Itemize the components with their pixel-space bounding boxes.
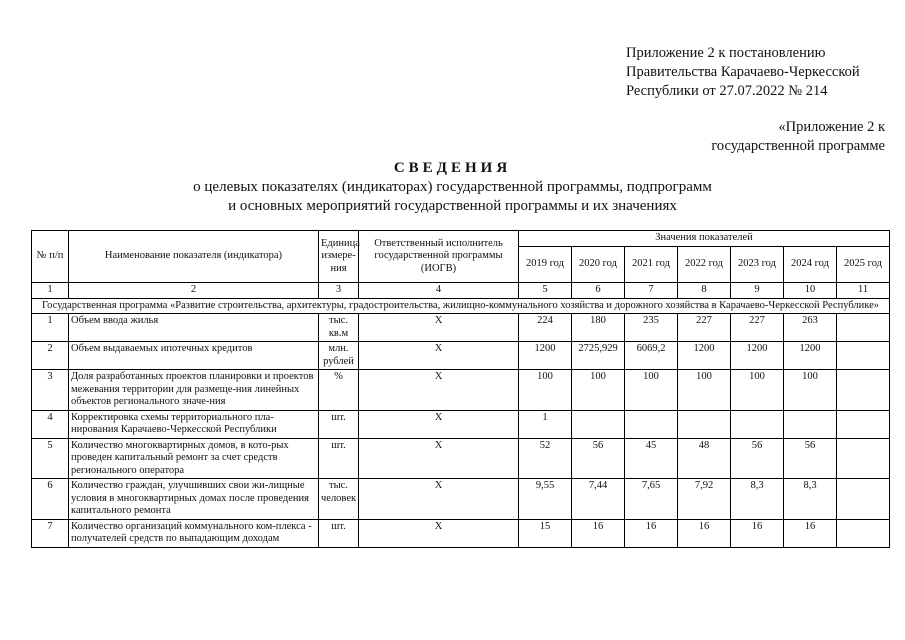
header-year: 2023 год — [731, 247, 784, 283]
appendix2-line: государственной программе — [711, 138, 885, 154]
year-value: 6069,2 — [625, 342, 678, 370]
executor: X — [359, 479, 519, 520]
year-value: 7,65 — [625, 479, 678, 520]
row-number: 6 — [32, 479, 69, 520]
header-unit: Единица измере-ния — [319, 231, 359, 283]
table-body — [32, 314, 890, 548]
year-value: 7,92 — [678, 479, 731, 520]
year-value — [572, 410, 625, 438]
year-value — [837, 410, 890, 438]
unit: тыс. кв.м — [319, 314, 359, 342]
unit: шт. — [319, 410, 359, 438]
column-number: 8 — [678, 283, 731, 299]
year-value: 16 — [731, 519, 784, 547]
column-number: 10 — [784, 283, 837, 299]
year-value: 100 — [678, 370, 731, 411]
column-number: 11 — [837, 283, 890, 299]
year-value: 100 — [784, 370, 837, 411]
year-value: 8,3 — [731, 479, 784, 520]
table-row — [32, 370, 890, 411]
year-value: 16 — [572, 519, 625, 547]
executor: X — [359, 410, 519, 438]
year-value — [784, 410, 837, 438]
indicator-name: Корректировка схемы территориального пла-нирования Карачаево-Черкесской Республики — [69, 410, 319, 438]
year-value — [731, 410, 784, 438]
column-number: 1 — [32, 283, 69, 299]
table-row — [32, 342, 890, 370]
year-value: 227 — [731, 314, 784, 342]
executor: X — [359, 438, 519, 479]
year-value: 56 — [731, 438, 784, 479]
executor: X — [359, 370, 519, 411]
header-year: 2022 год — [678, 247, 731, 283]
year-value: 1200 — [678, 342, 731, 370]
header-num: № п/п — [32, 231, 69, 283]
year-value: 48 — [678, 438, 731, 479]
subtitle-line: и основных мероприятий государственной программы и их значениях — [228, 198, 677, 214]
year-value: 1200 — [731, 342, 784, 370]
year-value — [837, 370, 890, 411]
row-number: 3 — [32, 370, 69, 411]
appendix-line: Республики от 27.07.2022 № 214 — [626, 83, 828, 99]
executor: X — [359, 342, 519, 370]
indicator-name: Доля разработанных проектов планировки и проектов межевания территории для размеще-ния линейных объектов регионального значе-ния — [69, 370, 319, 411]
indicator-name: Количество граждан, улучшивших свои жи-лищные условия в многоквартирных домах после проведения капитального ремонта — [69, 479, 319, 520]
executor: X — [359, 314, 519, 342]
year-value: 100 — [519, 370, 572, 411]
year-value: 16 — [625, 519, 678, 547]
year-value — [837, 314, 890, 342]
year-value — [837, 519, 890, 547]
column-number: 3 — [319, 283, 359, 299]
year-value — [837, 438, 890, 479]
document-subtitle — [0, 178, 905, 216]
year-value: 56 — [572, 438, 625, 479]
year-value: 9,55 — [519, 479, 572, 520]
year-value: 1200 — [519, 342, 572, 370]
appendix-reference — [626, 44, 860, 101]
year-value: 227 — [678, 314, 731, 342]
program-appendix-reference — [711, 118, 885, 156]
unit: млн. рублей — [319, 342, 359, 370]
header-year: 2025 год — [837, 247, 890, 283]
unit: шт. — [319, 438, 359, 479]
subtitle-line: о целевых показателях (индикаторах) государственной программы, подпрограмм — [193, 179, 712, 195]
year-value: 45 — [625, 438, 678, 479]
column-number: 7 — [625, 283, 678, 299]
appendix-line: Правительства Карачаево-Черкесской — [626, 64, 860, 80]
column-number: 9 — [731, 283, 784, 299]
unit: шт. — [319, 519, 359, 547]
header-year: 2024 год — [784, 247, 837, 283]
year-value — [678, 410, 731, 438]
executor: X — [359, 519, 519, 547]
table-row — [32, 314, 890, 342]
unit: % — [319, 370, 359, 411]
header-name: Наименование показателя (индикатора) — [69, 231, 319, 283]
table-row — [32, 519, 890, 547]
appendix-line: Приложение 2 к постановлению — [626, 45, 826, 61]
year-value: 263 — [784, 314, 837, 342]
year-value — [625, 410, 678, 438]
header-year: 2020 год — [572, 247, 625, 283]
indicator-name: Объем ввода жилья — [69, 314, 319, 342]
year-value — [837, 342, 890, 370]
year-value: 1 — [519, 410, 572, 438]
indicator-name: Объем выдаваемых ипотечных кредитов — [69, 342, 319, 370]
year-value: 100 — [625, 370, 678, 411]
indicators-table — [31, 230, 890, 548]
column-number-row — [32, 283, 890, 299]
column-number: 5 — [519, 283, 572, 299]
year-value: 235 — [625, 314, 678, 342]
year-value: 56 — [784, 438, 837, 479]
header-executor: Ответственный исполнитель государственной программы (ИОГВ) — [359, 231, 519, 283]
year-value: 52 — [519, 438, 572, 479]
column-number: 2 — [69, 283, 319, 299]
section-row — [32, 298, 890, 314]
year-value: 180 — [572, 314, 625, 342]
year-value: 8,3 — [784, 479, 837, 520]
row-number: 7 — [32, 519, 69, 547]
year-value: 100 — [572, 370, 625, 411]
column-number: 6 — [572, 283, 625, 299]
indicator-name: Количество организаций коммунального ком-плекса - получателей средств по выпадающим доходам — [69, 519, 319, 547]
header-year: 2021 год — [625, 247, 678, 283]
year-value: 1200 — [784, 342, 837, 370]
appendix2-line: «Приложение 2 к — [778, 119, 885, 135]
year-value: 16 — [784, 519, 837, 547]
year-value: 16 — [678, 519, 731, 547]
year-value: 100 — [731, 370, 784, 411]
year-value: 7,44 — [572, 479, 625, 520]
year-value: 15 — [519, 519, 572, 547]
unit: тыс. человек — [319, 479, 359, 520]
section-title: Государственная программа «Развитие строительства, архитектуры, градостроительства, жилищно-коммунального хозяйства и дорожного хозяйства в Карачаево-Черкесской Республике» — [32, 298, 890, 314]
row-number: 4 — [32, 410, 69, 438]
header-year: 2019 год — [519, 247, 572, 283]
year-value: 2725,929 — [572, 342, 625, 370]
indicator-name: Количество многоквартирных домов, в кото-рых проведен капитальный ремонт за счет средств регионального оператора — [69, 438, 319, 479]
column-number: 4 — [359, 283, 519, 299]
header-row — [32, 231, 890, 247]
row-number: 2 — [32, 342, 69, 370]
year-value: 224 — [519, 314, 572, 342]
row-number: 5 — [32, 438, 69, 479]
year-value — [837, 479, 890, 520]
row-number: 1 — [32, 314, 69, 342]
table-row — [32, 479, 890, 520]
document-title: СВЕДЕНИЯ — [393, 160, 512, 176]
header-values-group: Значения показателей — [519, 231, 890, 247]
table-row — [32, 438, 890, 479]
table-row — [32, 410, 890, 438]
